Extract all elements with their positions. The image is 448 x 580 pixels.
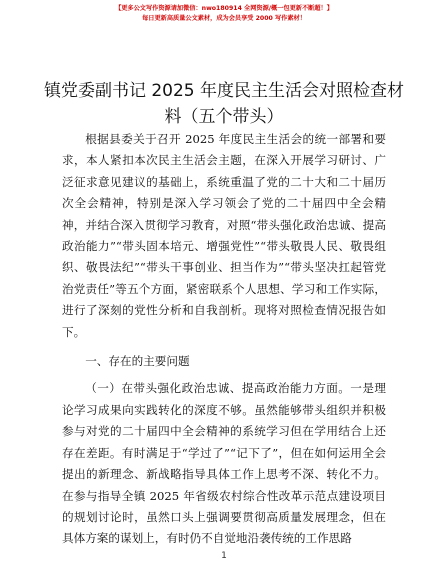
document-body: [62, 129, 386, 550]
section-paragraph: （一）在带头强化政治忠诚、提高政治能力方面。一是理论学习成果向实践转化的深度不够。虽然能够带头组织并积极参与对党的二十届四中全会精神的系统学习但在学用结合上还存在差距。有时满足于“学过了”“记下了”，但在如何运用全会提出的新理念、新战略指导具体工作上思考不深、转化不力。在参与指导全镇 2025 年省级农村综合性改革示范点建设项目的规划讨论时，虽然口头上强调要贯彻高质量发展理念，但在具体方案的谋划上，有时仍不自觉地沿袭传统的工作思路: [62, 381, 386, 546]
promo-banner-line-2: 每日更新高质量公文素材，成为会员享受 2000 写作素材！: [142, 15, 306, 22]
page-number: 1: [221, 551, 227, 561]
document-title: 镇党委副书记 2025 年度民主生活会对照检查材料（五个带头）: [43, 81, 405, 127]
intro-paragraph: 根据县委关于召开 2025 年度民主生活会的统一部署和要求，本人紧扣本次民主生活会主题，在深入开展学习研讨、广泛征求意见建议的基础上，系统重温了党的二十大和二十届历次全会精神，特别是深入学习领会了党的二十届四中全会精神，并结合深入贯彻学习教育，对照“带头强化政治忠诚、提高政治能力”“带头固本培元、增强党性”“带头敬畏人民、敬畏组织、敬畏法纪”“带头干事创业、担当作为”“带头坚决扛起管党治党责任”等五个方面，紧密联系个人思想、学习和工作实际，进行了深刻的党性分析和自我剖析。现将对照检查情况报告如下。: [62, 132, 386, 339]
promo-banner-line-1: 【更多公文写作资源请加微信：nwo180914 全网资源/概一包更新不断超！】: [115, 5, 333, 12]
promo-banner: [0, 4, 448, 24]
section-heading: 一、存在的主要问题: [85, 354, 190, 369]
